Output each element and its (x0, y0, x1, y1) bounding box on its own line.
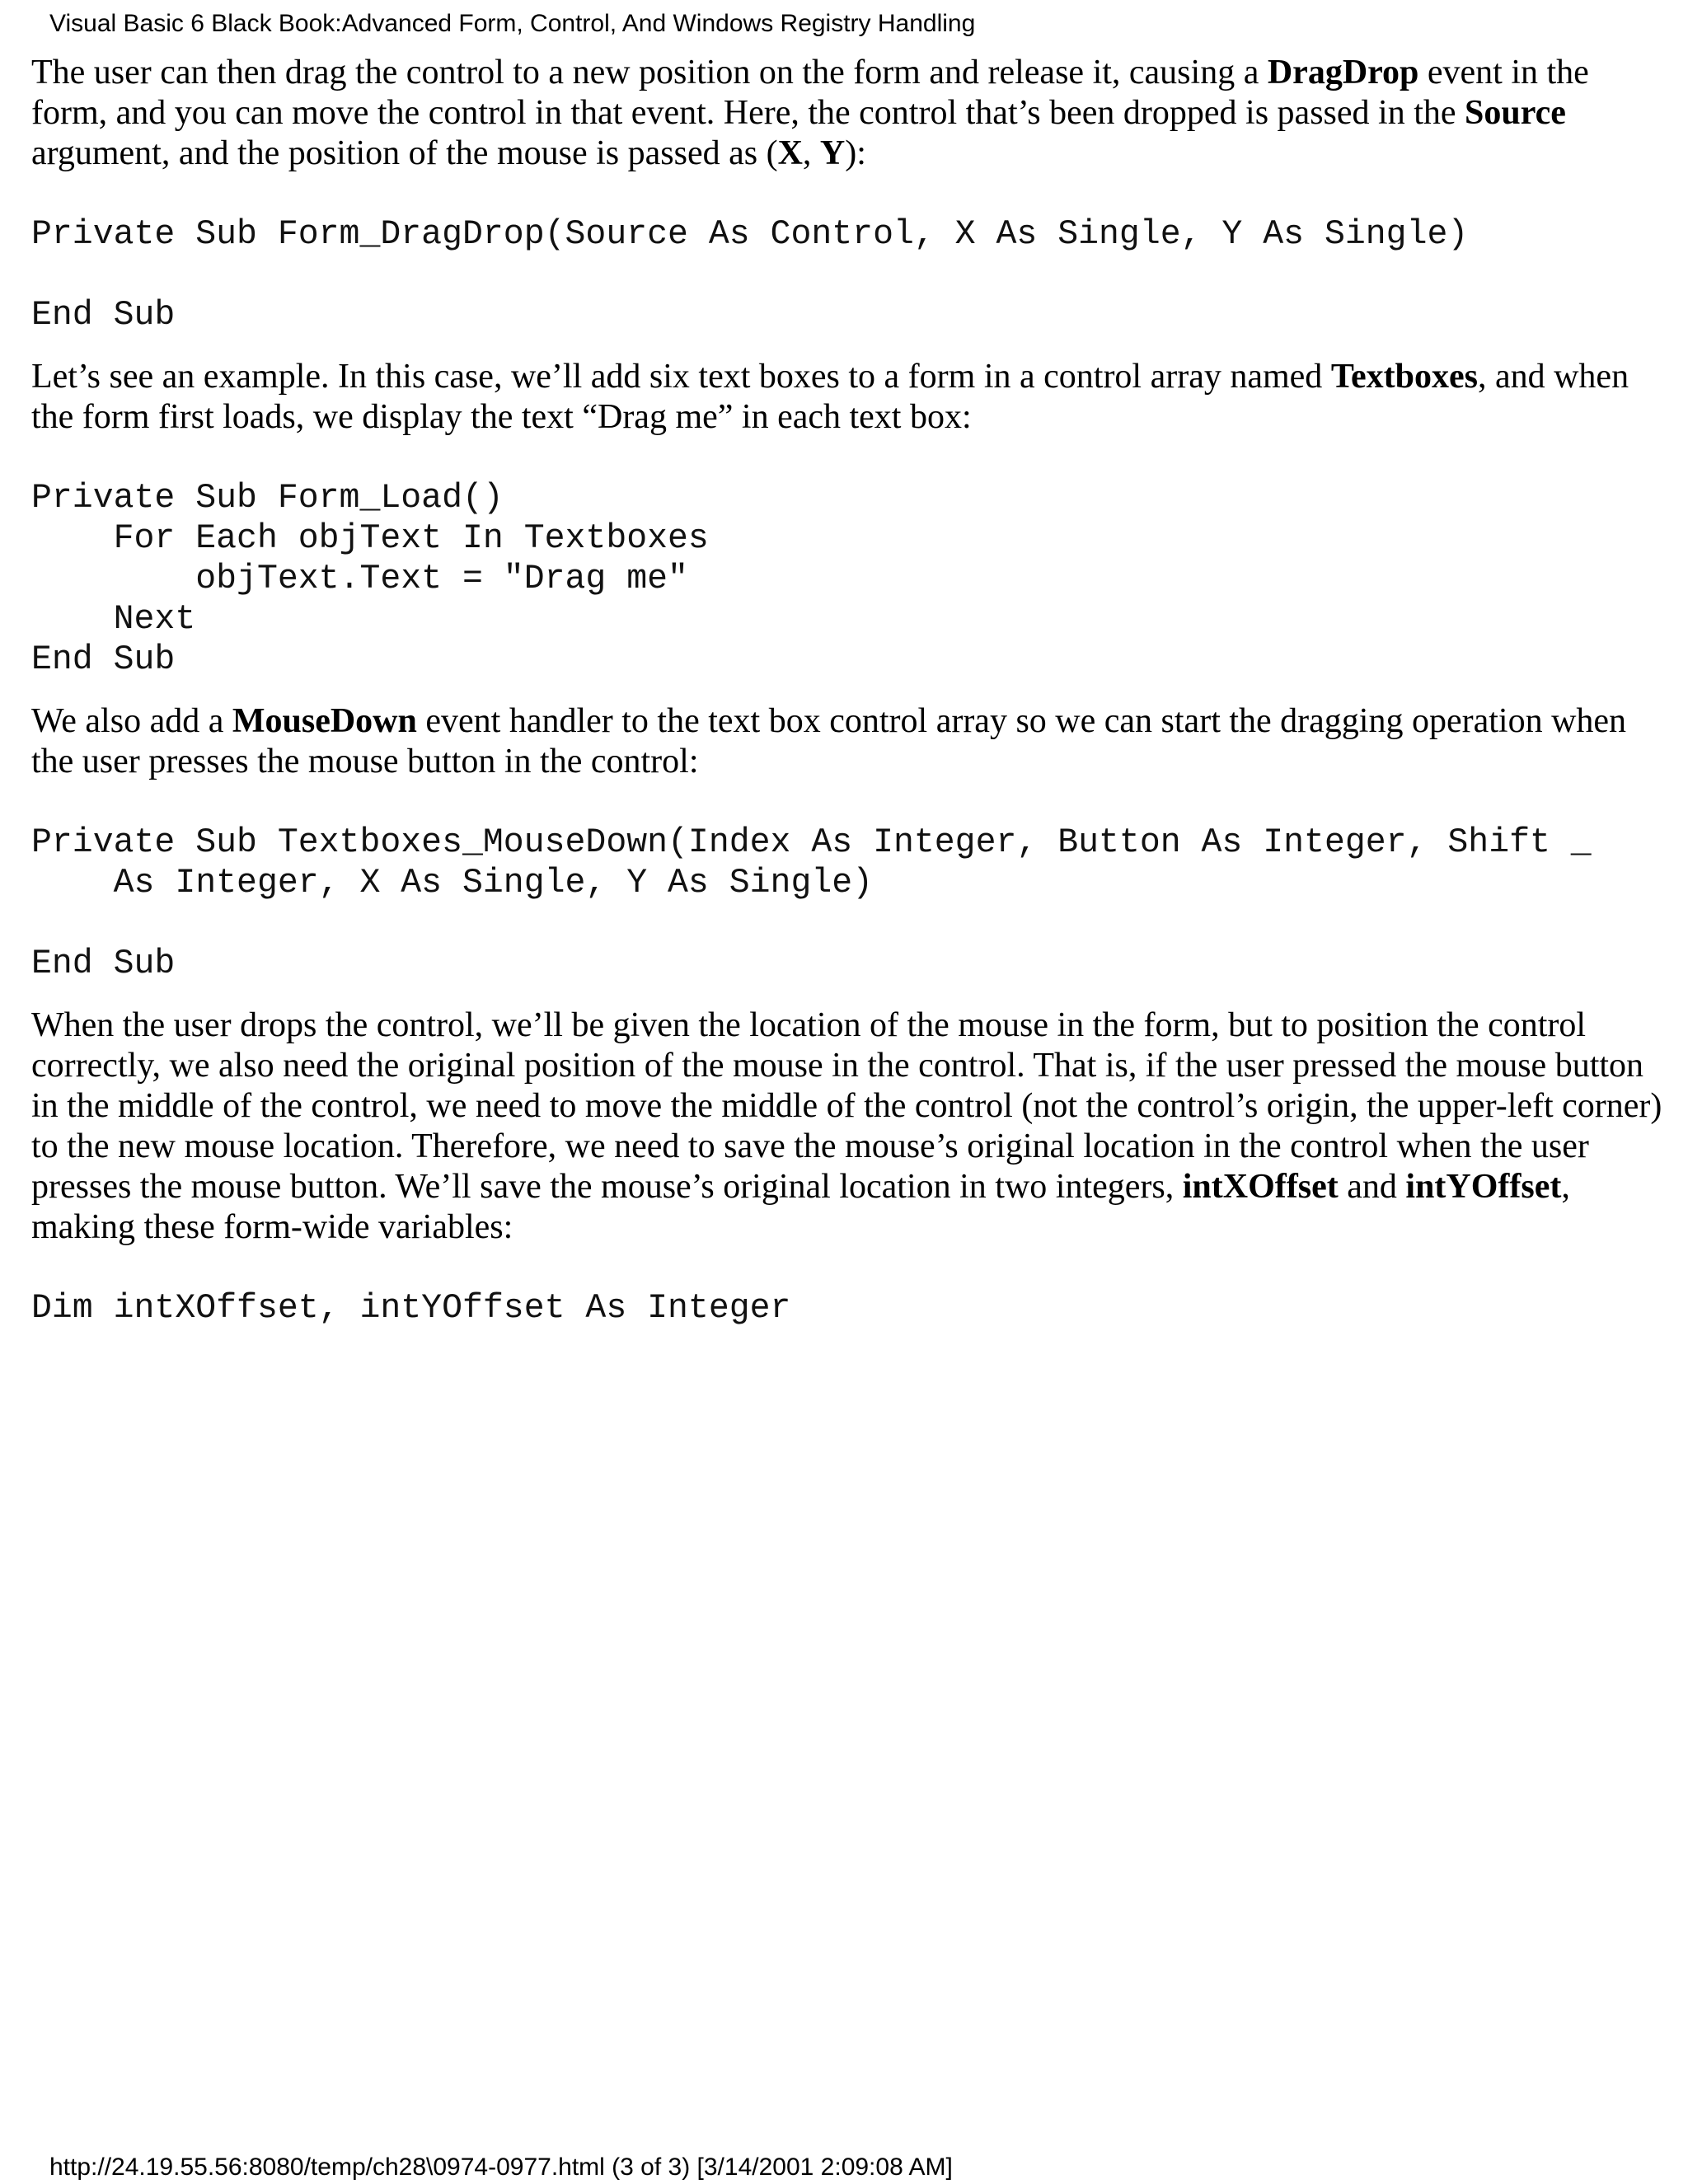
code-line: End Sub (31, 944, 176, 983)
paragraph-mousedown-intro (31, 701, 1663, 782)
text-run: Let’s see an example. In this case, we’ll add six text boxes to a form in a control array named (31, 358, 1331, 396)
bold-term-textboxes: Textboxes (1330, 358, 1478, 396)
bold-term-source: Source (1465, 94, 1566, 132)
paragraph-offset-explanation (31, 1005, 1663, 1248)
code-line: objText.Text = "Drag me" (31, 560, 688, 598)
code-line: Next (31, 600, 196, 639)
code-line: As Integer, X As Single, Y As Single) (31, 864, 874, 902)
text-run: ): (845, 134, 866, 172)
text-run: and (1338, 1168, 1406, 1206)
text-run: When the user drops the control, we’ll be given the location of the mouse in the form, but to position the control correctly, we also need the original position of the mouse in the control. That is, if the user pressed the mouse button in the middle of the control, we need to move the middle of the control (not the control’s origin, the upper-left corner) to the new mouse location. Therefore, we need to save the mouse’s original location in the control when the user presses the mouse button. We’ll save the mouse’s original location in two integers, (31, 1006, 1662, 1206)
text-run: argument, and the position of the mouse is passed as ( (31, 134, 778, 172)
paragraph-example-intro (31, 357, 1663, 438)
page-content (31, 53, 1663, 1329)
code-line: End Sub (31, 296, 176, 335)
bold-term-x: X (777, 134, 803, 172)
bold-term-intyoffset: intYOffset (1405, 1168, 1562, 1206)
text-run: event handler to the text box control array so we can start the dragging operation when the user presses the mouse button in the control: (31, 702, 1627, 780)
code-line: For Each objText In Textboxes (31, 519, 709, 558)
bold-term-dragdrop: DragDrop (1267, 54, 1419, 91)
text-run: The user can then drag the control to a new position on the form and release it, causing a (31, 54, 1268, 91)
text-run: , and when the form first loads, we display the text “Drag me” in each text box: (31, 358, 1629, 436)
bold-term-intxoffset: intXOffset (1182, 1168, 1339, 1206)
text-run: We also add a (31, 702, 232, 740)
bold-term-y: Y (819, 134, 846, 172)
text-run: , making these form-wide variables: (31, 1168, 1570, 1246)
text-run: , (802, 134, 820, 172)
text-run: event in the form, and you can move the control in that event. Here, the control that’s been dropped is passed in the (31, 54, 1589, 132)
code-line: Dim intXOffset, intYOffset As Integer (31, 1289, 791, 1328)
page-header-title: Visual Basic 6 Black Book:Advanced Form, Control, And Windows Registry Handling (49, 10, 976, 37)
code-line: Private Sub Form_Load() (31, 479, 504, 518)
paragraph-dragdrop-intro (31, 53, 1663, 174)
page-footer-url: http://24.19.55.56:8080/temp/ch28\0974-0977.html (3 of 3) [3/14/2001 2:09:08 AM] (49, 2154, 953, 2181)
code-line: End Sub (31, 640, 176, 679)
code-line: Private Sub Textboxes_MouseDown(Index As Integer, Button As Integer, Shift _ (31, 823, 1592, 862)
code-line: Private Sub Form_DragDrop(Source As Control, X As Single, Y As Single) (31, 215, 1469, 254)
bold-term-mousedown: MouseDown (232, 702, 417, 740)
